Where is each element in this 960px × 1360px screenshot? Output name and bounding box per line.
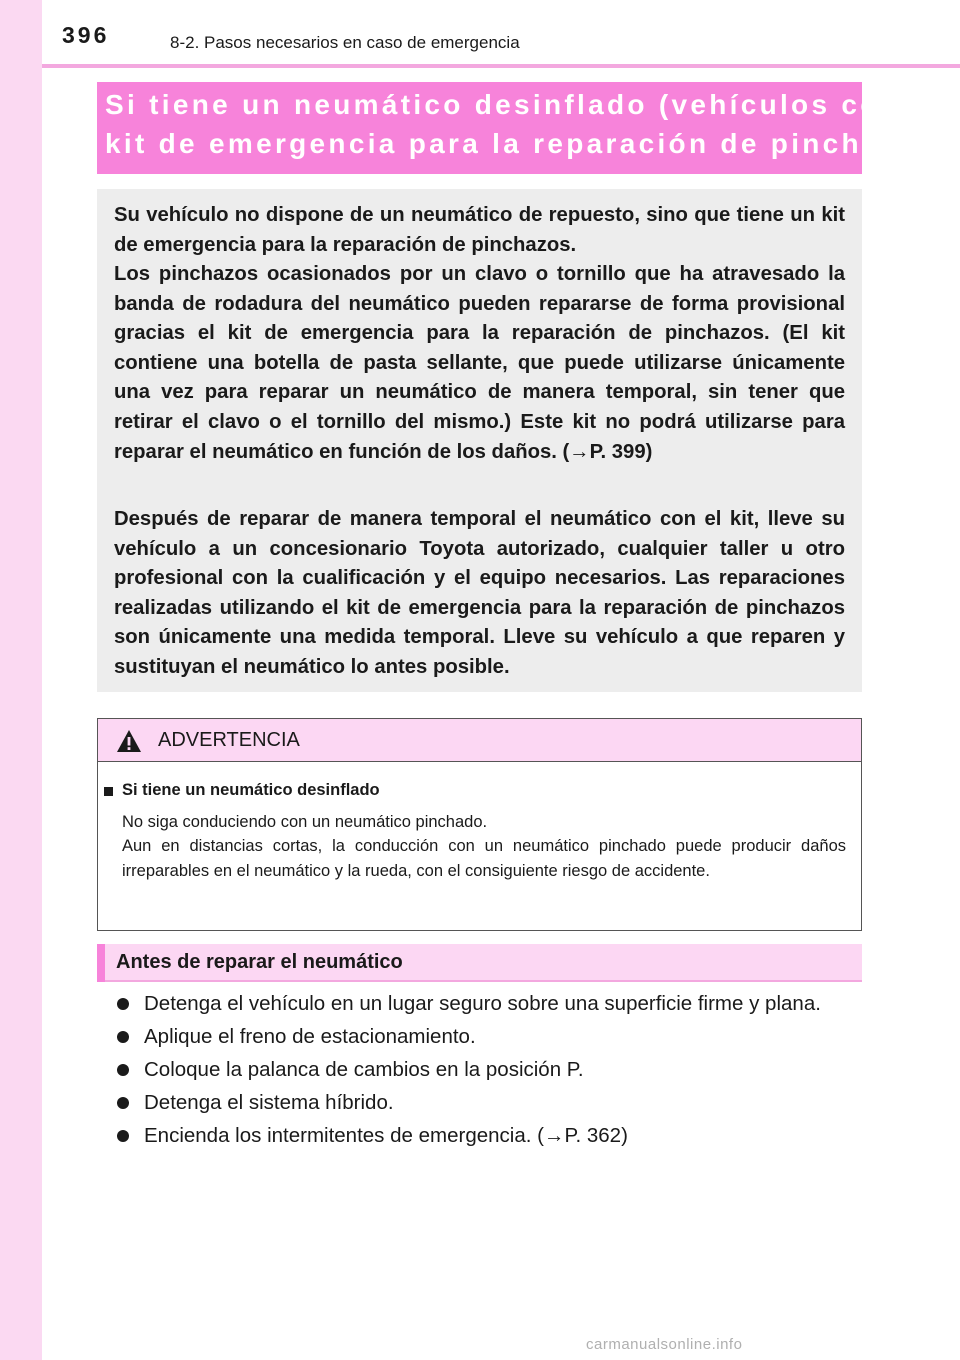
warning-line-1: No siga conduciendo con un neumático pinchado. xyxy=(122,813,488,831)
section-heading xyxy=(97,944,862,982)
title-line-2: kit de emergencia para la reparación de pinchazos) xyxy=(105,128,951,159)
title-line-1: Si tiene un neumático desinflado (vehículos con un xyxy=(105,89,953,120)
steps-list xyxy=(117,990,877,1155)
list-item: Coloque la palanca de cambios en la posición P. xyxy=(117,1056,877,1089)
bullet-icon xyxy=(117,1064,129,1076)
warning-line-2: Aun en distancias cortas, la conducción con un neumático pinchado puede producir daños irreparables en el neumático y la rueda, con el consiguiente riesgo de accidente. xyxy=(122,837,846,880)
square-bullet-icon xyxy=(104,787,113,796)
list-item: Detenga el sistema híbrido. xyxy=(117,1089,877,1122)
warning-heading: Si tiene un neumático desinflado xyxy=(122,781,380,799)
bullet-icon xyxy=(117,1097,129,1109)
warning-label: ADVERTENCIA xyxy=(158,729,300,751)
intro-box xyxy=(97,189,862,692)
intro-paragraph-1: Su vehículo no dispone de un neumático de repuesto, sino que tiene un kit de emergencia para la reparación de pinchazos. xyxy=(114,204,845,256)
warning-triangle-icon xyxy=(116,729,142,753)
warning-text xyxy=(122,810,846,883)
side-tab-strip xyxy=(0,0,42,1360)
bullet-icon xyxy=(117,1130,129,1142)
page-title xyxy=(97,82,953,174)
intro-paragraph-2: Los pinchazos ocasionados por un clavo o tornillo que ha atravesado la banda de rodadura del neumático pueden repararse de forma provisional gracias el kit de emergencia para la reparación de pinchazos. (El kit contiene una botella de pasta sellante, que puede utilizarse únicamente una vez para reparar un neumático de manera temporal, sin tener que retirar el clavo o el tornillo del mismo.) Este kit no podrá utilizarse para reparar el neumático en función de los daños. (→P. 399) xyxy=(114,263,845,463)
warning-header xyxy=(98,719,861,762)
bullet-icon xyxy=(117,998,129,1010)
warning-box xyxy=(97,718,862,931)
watermark: carmanualsonline.info xyxy=(586,1336,743,1353)
list-item: Aplique el freno de estacionamiento. xyxy=(117,1023,877,1056)
bullet-icon xyxy=(117,1031,129,1043)
section-heading-label: Antes de reparar el neumático xyxy=(116,951,403,973)
header-divider xyxy=(42,64,960,68)
section-accent xyxy=(97,944,105,982)
page-number: 396 xyxy=(62,22,110,48)
intro-paragraph-3: Después de reparar de manera temporal el neumático con el kit, lleve su vehículo a un concesionario Toyota autorizado, cualquier taller u otro profesional con la cualificación y el equipo necesarios. Las reparaciones realizadas utilizando el kit de emergencia para la reparación de pinchazos son únicamente una medida temporal. Lleve su vehículo a que reparen y sustituyan el neumático lo antes posible. xyxy=(114,508,845,678)
section-path: 8-2. Pasos necesarios en caso de emergencia xyxy=(170,33,520,52)
list-item: Encienda los intermitentes de emergencia. (→P. 362) xyxy=(117,1122,877,1155)
list-item: Detenga el vehículo en un lugar seguro sobre una superficie firme y plana. xyxy=(117,990,877,1023)
